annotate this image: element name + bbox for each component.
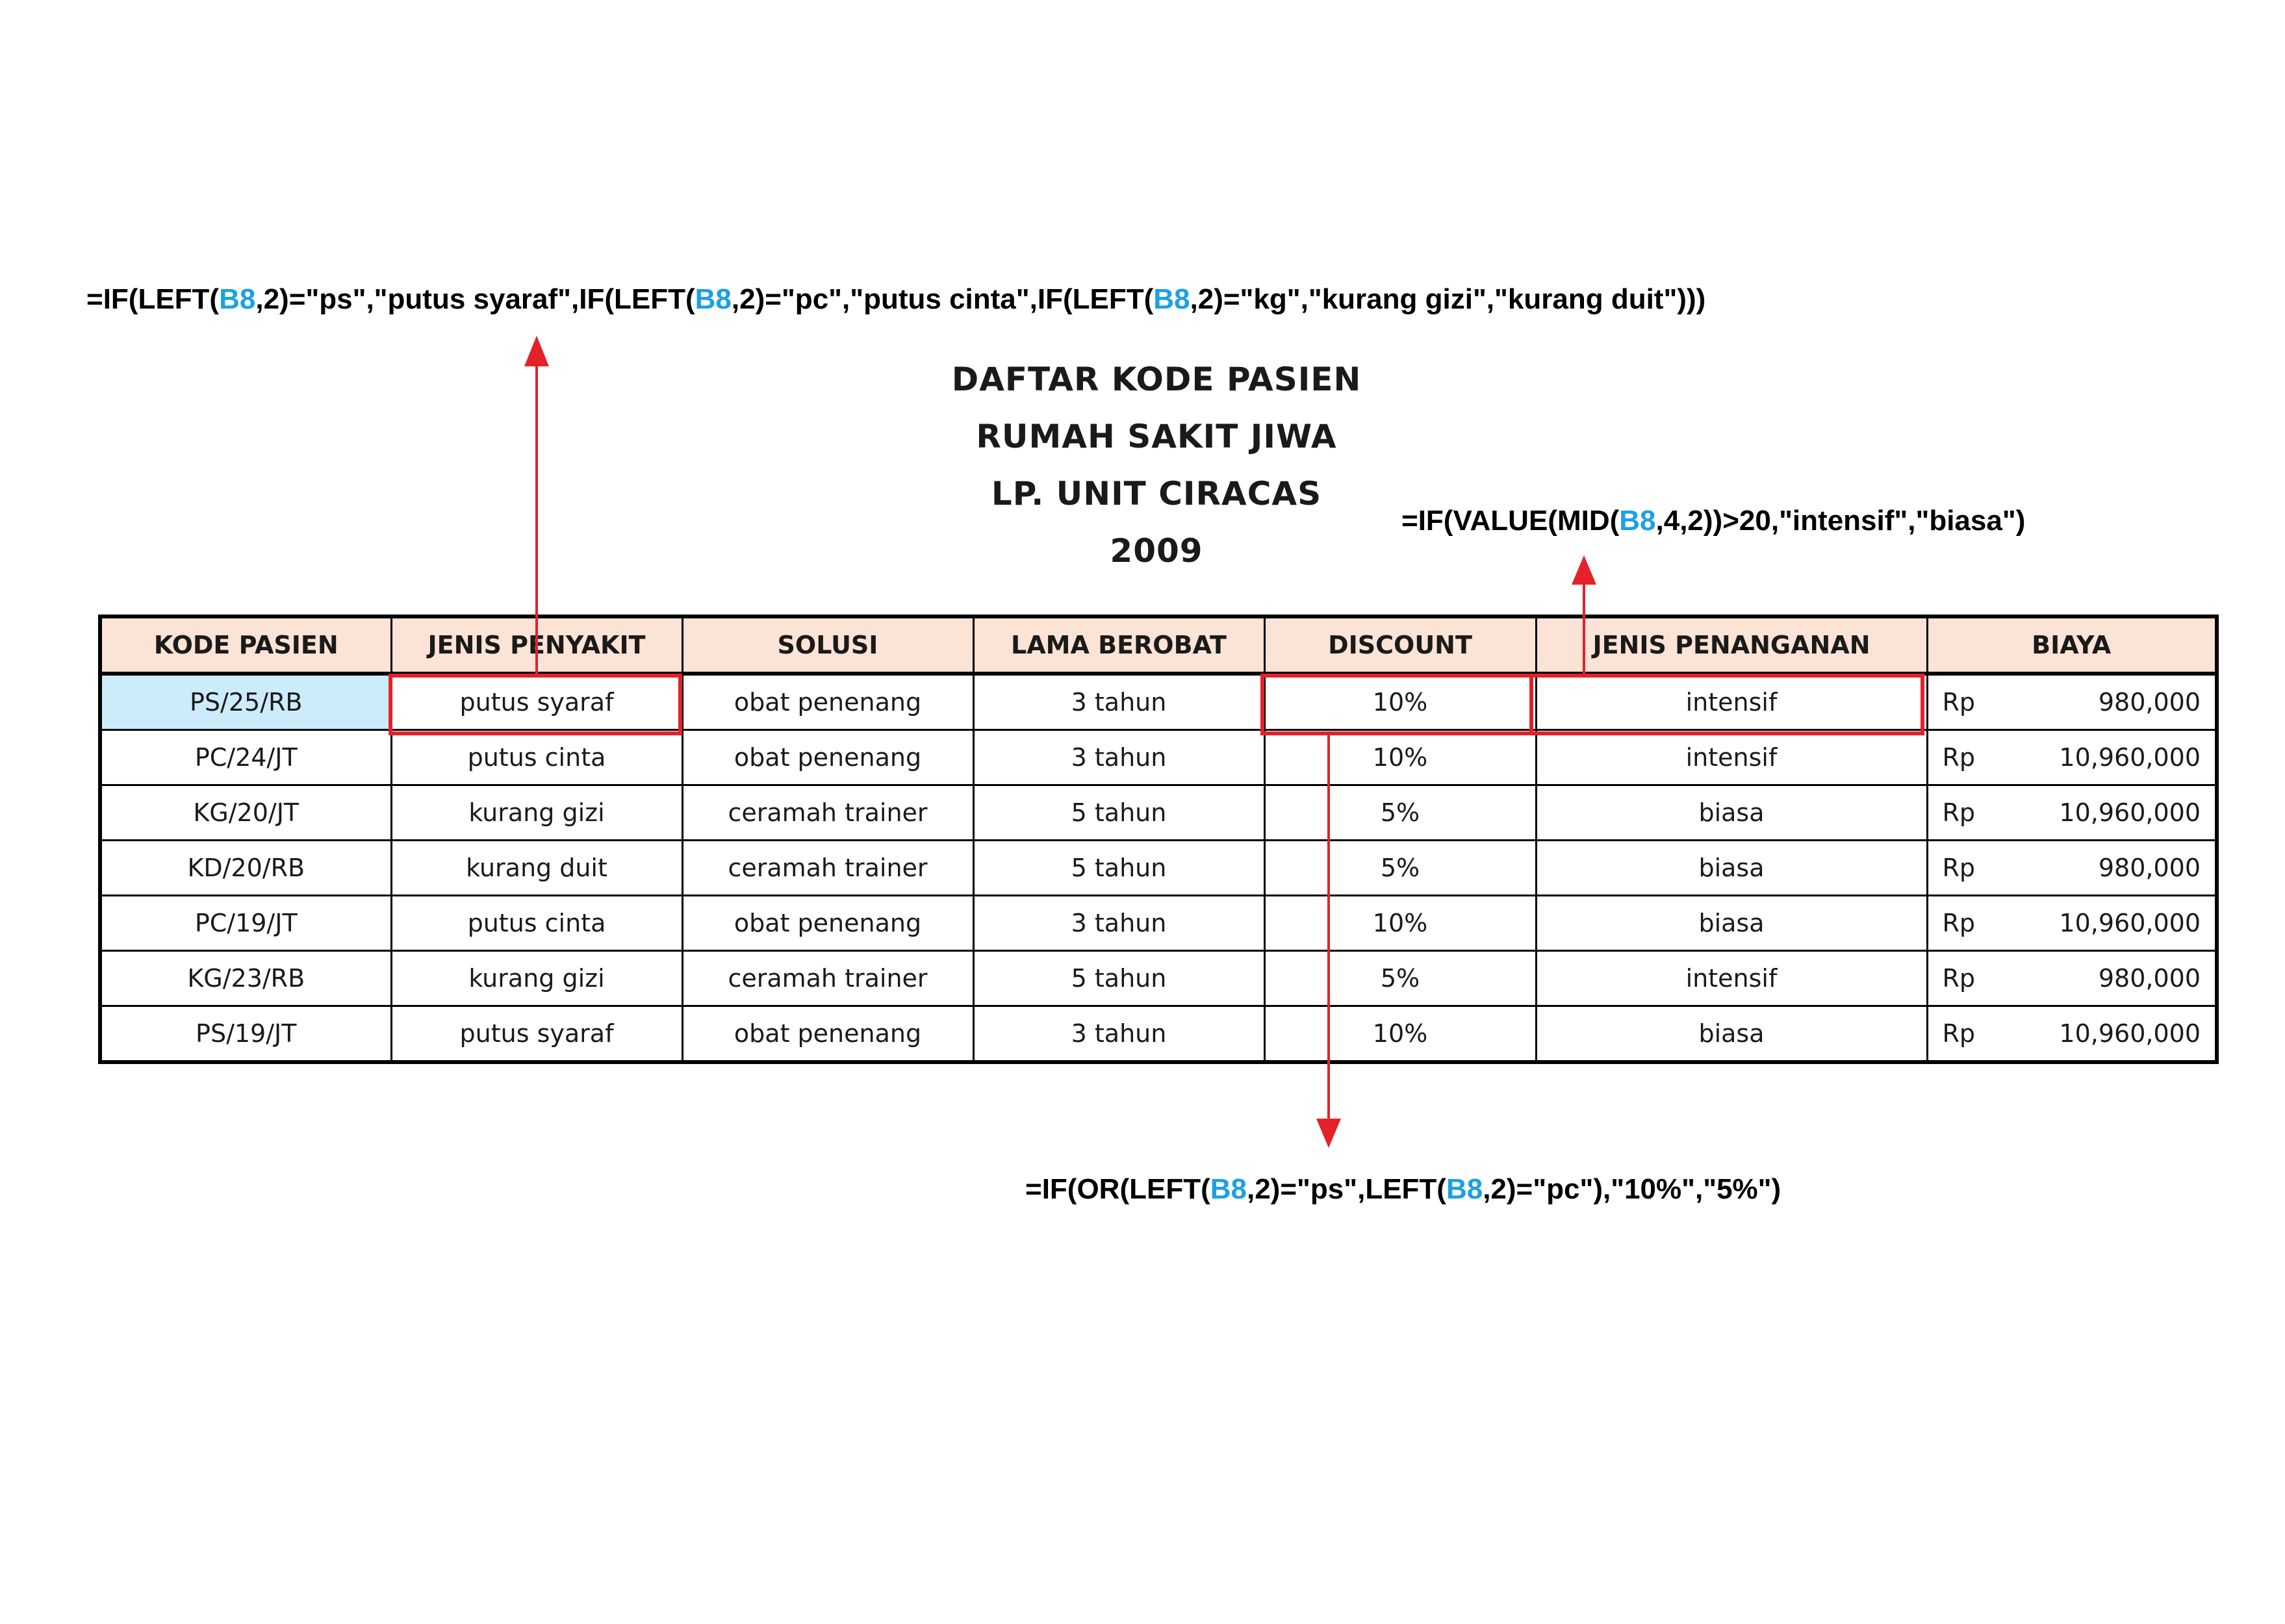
cell-discount[interactable]: 10% xyxy=(1264,674,1536,730)
cell-lama-berobat[interactable]: 3 tahun xyxy=(973,730,1264,785)
cell-reference: B8 xyxy=(1446,1173,1483,1205)
highlight-jenis-penanganan-cell xyxy=(1529,674,1924,735)
amount: 10,960,000 xyxy=(2059,743,2201,772)
cell-solusi[interactable]: obat penenang xyxy=(682,896,973,951)
header-kode-pasien[interactable]: KODE PASIEN xyxy=(100,616,391,674)
amount: 980,000 xyxy=(2098,688,2201,717)
header-biaya[interactable]: BIAYA xyxy=(1927,616,2217,674)
biaya-value xyxy=(1928,896,2215,950)
cell-lama-berobat[interactable]: 5 tahun xyxy=(973,841,1264,896)
currency-label: Rp xyxy=(1942,688,1976,717)
cell-reference: B8 xyxy=(1210,1173,1247,1205)
cell-biaya[interactable] xyxy=(1927,785,2217,841)
biaya-value xyxy=(1928,731,2215,784)
cell-discount[interactable]: 5% xyxy=(1264,841,1536,896)
biaya-value xyxy=(1928,676,2215,729)
cell-kode-pasien[interactable]: KD/20/RB xyxy=(100,841,391,896)
cell-jenis-penanganan[interactable]: biasa xyxy=(1536,841,1927,896)
cell-solusi[interactable]: obat penenang xyxy=(682,730,973,785)
title-line: 2009 xyxy=(1110,532,1203,570)
cell-reference: B8 xyxy=(219,283,256,315)
cell-biaya[interactable] xyxy=(1927,896,2217,951)
currency-label: Rp xyxy=(1942,743,1976,772)
cell-jenis-penanganan[interactable]: intensif xyxy=(1536,674,1927,730)
biaya-value xyxy=(1928,1007,2215,1060)
cell-biaya[interactable] xyxy=(1927,951,2217,1006)
cell-jenis-penyakit[interactable]: putus cinta xyxy=(391,730,682,785)
amount: 10,960,000 xyxy=(2059,909,2201,937)
table-row xyxy=(100,841,2217,896)
table-row xyxy=(100,785,2217,841)
cell-kode-pasien[interactable]: PC/24/JT xyxy=(100,730,391,785)
header-discount[interactable]: DISCOUNT xyxy=(1264,616,1536,674)
cell-discount[interactable]: 10% xyxy=(1264,730,1536,785)
currency-label: Rp xyxy=(1942,1019,1976,1048)
table-row xyxy=(100,730,2217,785)
title-line: DAFTAR KODE PASIEN xyxy=(951,361,1362,398)
cell-solusi[interactable]: ceramah trainer xyxy=(682,785,973,841)
title-block xyxy=(832,351,1481,579)
cell-lama-berobat[interactable]: 3 tahun xyxy=(973,896,1264,951)
biaya-value xyxy=(1928,952,2215,1005)
cell-jenis-penyakit[interactable]: kurang duit xyxy=(391,841,682,896)
title-line: RUMAH SAKIT JIWA xyxy=(976,418,1337,455)
cell-biaya[interactable] xyxy=(1927,841,2217,896)
table-row xyxy=(100,951,2217,1006)
currency-label: Rp xyxy=(1942,964,1976,993)
cell-reference: B8 xyxy=(695,283,732,315)
formula-text: ,2)="ps",LEFT( xyxy=(1246,1173,1446,1205)
cell-jenis-penyakit[interactable]: putus syaraf xyxy=(391,674,682,730)
highlight-jenis-penyakit-cell xyxy=(389,674,682,735)
cell-lama-berobat[interactable]: 5 tahun xyxy=(973,951,1264,1006)
header-row xyxy=(100,616,2217,674)
cell-solusi[interactable]: obat penenang xyxy=(682,674,973,730)
cell-reference: B8 xyxy=(1619,505,1656,537)
cell-discount[interactable]: 10% xyxy=(1264,1006,1536,1063)
formula-discount xyxy=(1025,1173,1781,1206)
formula-text: ,2)="kg","kurang gizi","kurang duit"))) xyxy=(1190,283,1706,315)
table-row xyxy=(100,1006,2217,1063)
cell-jenis-penanganan[interactable]: biasa xyxy=(1536,785,1927,841)
cell-solusi[interactable]: ceramah trainer xyxy=(682,841,973,896)
cell-discount[interactable]: 5% xyxy=(1264,951,1536,1006)
cell-kode-pasien[interactable]: KG/23/RB xyxy=(100,951,391,1006)
cell-jenis-penyakit[interactable]: kurang gizi xyxy=(391,785,682,841)
cell-reference: B8 xyxy=(1153,283,1190,315)
cell-kode-pasien[interactable]: PS/25/RB xyxy=(100,674,391,730)
amount: 980,000 xyxy=(2098,854,2201,882)
header-jenis-penanganan[interactable]: JENIS PENANGANAN xyxy=(1536,616,1927,674)
cell-kode-pasien[interactable]: KG/20/JT xyxy=(100,785,391,841)
arrow-head-down-icon xyxy=(1318,1120,1339,1145)
amount: 980,000 xyxy=(2098,964,2201,993)
cell-jenis-penyakit[interactable]: kurang gizi xyxy=(391,951,682,1006)
amount: 10,960,000 xyxy=(2059,798,2201,827)
cell-discount[interactable]: 10% xyxy=(1264,896,1536,951)
formula-text: ,4,2))>20,"intensif","biasa") xyxy=(1655,505,2026,537)
cell-discount[interactable]: 5% xyxy=(1264,785,1536,841)
cell-jenis-penanganan[interactable]: biasa xyxy=(1536,896,1927,951)
formula-text: ,2)="ps","putus syaraf",IF(LEFT( xyxy=(255,283,695,315)
highlight-discount-cell xyxy=(1260,674,1533,735)
cell-lama-berobat[interactable]: 5 tahun xyxy=(973,785,1264,841)
formula-text: =IF(LEFT( xyxy=(86,283,220,315)
cell-biaya[interactable] xyxy=(1927,1006,2217,1063)
cell-biaya[interactable] xyxy=(1927,674,2217,730)
header-jenis-penyakit[interactable]: JENIS PENYAKIT xyxy=(391,616,682,674)
title-line: LP. UNIT CIRACAS xyxy=(991,475,1322,513)
formula-jenis-penyakit xyxy=(86,283,1705,316)
formula-text: =IF(VALUE(MID( xyxy=(1401,505,1620,537)
biaya-value xyxy=(1928,841,2215,894)
cell-jenis-penyakit[interactable]: putus syaraf xyxy=(391,1006,682,1063)
cell-kode-pasien[interactable]: PS/19/JT xyxy=(100,1006,391,1063)
formula-jenis-penanganan xyxy=(1401,504,2025,538)
currency-label: Rp xyxy=(1942,909,1976,937)
arrow-head-up-icon xyxy=(1574,559,1594,583)
arrow-head-up-icon xyxy=(526,339,547,365)
cell-jenis-penanganan[interactable]: intensif xyxy=(1536,951,1927,1006)
cell-jenis-penanganan[interactable]: intensif xyxy=(1536,730,1927,785)
table-row xyxy=(100,896,2217,951)
formula-text: ,2)="pc"),"10%","5%") xyxy=(1483,1173,1781,1205)
cell-jenis-penyakit[interactable]: putus cinta xyxy=(391,896,682,951)
currency-label: Rp xyxy=(1942,798,1976,827)
cell-jenis-penanganan[interactable]: biasa xyxy=(1536,1006,1927,1063)
formula-text: ,2)="pc","putus cinta",IF(LEFT( xyxy=(731,283,1154,315)
cell-solusi[interactable]: ceramah trainer xyxy=(682,951,973,1006)
header-lama-berobat[interactable]: LAMA BEROBAT xyxy=(973,616,1264,674)
cell-biaya[interactable] xyxy=(1927,730,2217,785)
cell-lama-berobat[interactable]: 3 tahun xyxy=(973,674,1264,730)
cell-solusi[interactable]: obat penenang xyxy=(682,1006,973,1063)
currency-label: Rp xyxy=(1942,854,1976,882)
cell-lama-berobat[interactable]: 3 tahun xyxy=(973,1006,1264,1063)
cell-kode-pasien[interactable]: PC/19/JT xyxy=(100,896,391,951)
amount: 10,960,000 xyxy=(2059,1019,2201,1048)
formula-text: =IF(OR(LEFT( xyxy=(1025,1173,1210,1205)
biaya-value xyxy=(1928,786,2215,839)
header-solusi[interactable]: SOLUSI xyxy=(682,616,973,674)
